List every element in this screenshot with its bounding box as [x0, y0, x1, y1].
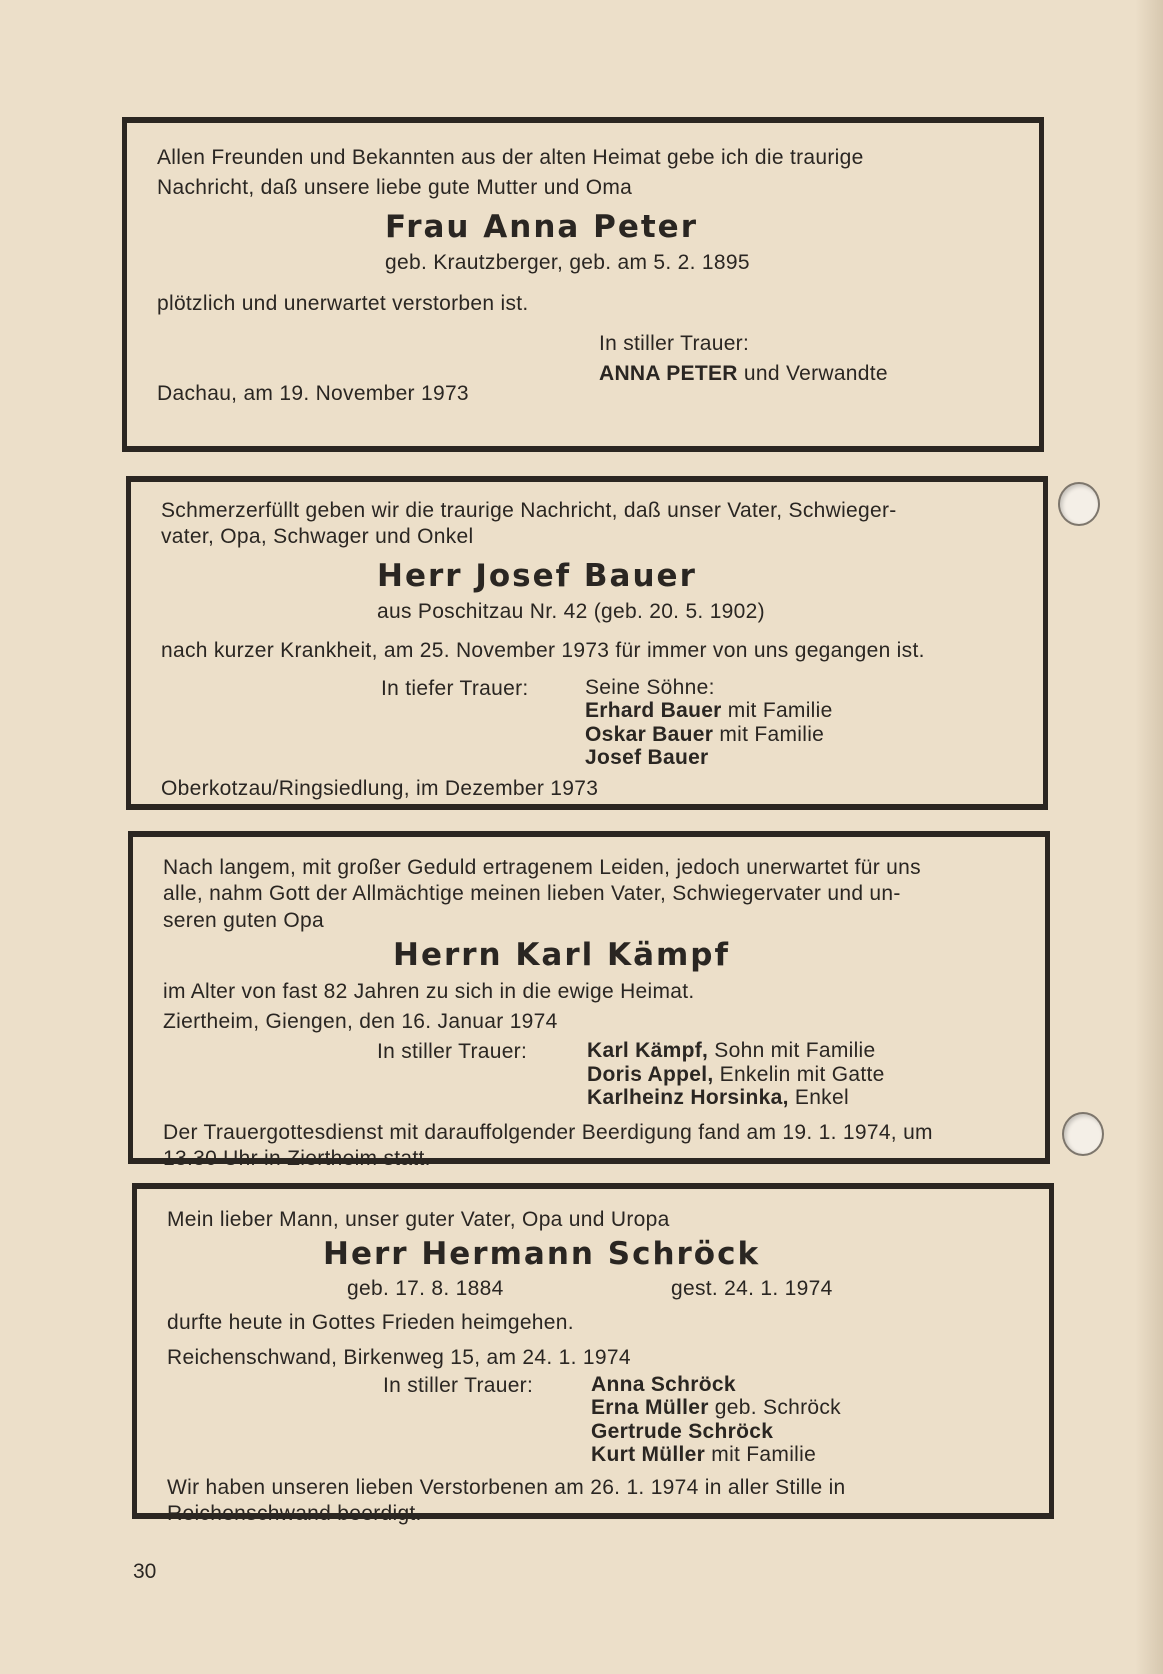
notice-intro-line: alle, nahm Gott der Allmächtige meinen lieben Vater, Schwiegervater und un-	[163, 882, 901, 906]
birth-date: geb. 17. 8. 1884	[347, 1277, 504, 1300]
mourners-header: Seine Söhne:	[585, 675, 715, 699]
mourner-entry: Doris Appel, Enkelin mit Gatte	[587, 1062, 885, 1086]
notice-intro-line: Schmerzerfüllt geben wir die traurige Nachricht, daß unser Vater, Schwieger-	[161, 499, 897, 522]
deceased-name: Herr Hermann Schröck	[323, 1236, 761, 1273]
notice-outro-line: plötzlich und unerwartet verstorben ist.	[157, 291, 529, 315]
obituary-notice-karl-kaempf	[128, 831, 1050, 1170]
deceased-name: Herr Josef Bauer	[377, 557, 697, 594]
mourner-entry: Karl Kämpf, Sohn mit Familie	[587, 1039, 876, 1062]
notice-outro-line: nach kurzer Krankheit, am 25. November 1973 für immer von uns gegangen ist.	[161, 638, 925, 662]
mourner-entry: Erhard Bauer mit Familie	[585, 699, 833, 723]
mourners-block	[167, 1373, 1019, 1467]
notice-outro-line: im Alter von fast 82 Jahren zu sich in die ewige Heimat.	[163, 979, 695, 1003]
deceased-name: Herrn Karl Kämpf	[393, 936, 730, 973]
obituary-notice-hermann-schroeck	[132, 1183, 1054, 1526]
notice-intro-line: Allen Freunden und Bekannten aus der alten Heimat gebe ich die traurige	[157, 146, 864, 169]
place-date: Oberkotzau/Ringsiedlung, im Dezember 1973	[161, 776, 599, 800]
mourner-entry: Oskar Bauer mit Familie	[585, 722, 825, 746]
punch-hole	[1058, 482, 1100, 526]
place-date: Dachau, am 19. November 1973	[157, 382, 469, 405]
mourners-block	[599, 331, 929, 388]
mourner-entry: Karlheinz Horsinka, Enkel	[587, 1086, 849, 1110]
mourner-entry: Erna Müller geb. Schröck	[591, 1396, 841, 1420]
page-number: 30	[133, 1560, 157, 1583]
place-date: Reichenschwand, Birkenweg 15, am 24. 1. 1974	[167, 1345, 631, 1369]
mourners-block	[161, 676, 1013, 770]
mourning-label: In stiller Trauer:	[599, 331, 750, 355]
deceased-details: aus Poschitzau Nr. 42 (geb. 20. 5. 1902)	[377, 600, 765, 624]
notice-intro-line: seren guten Opa	[163, 908, 324, 932]
notice-intro-line: Nach langem, mit großer Geduld ertragenem Leiden, jedoch unerwartet für uns	[163, 856, 921, 879]
mourner-entry: Gertrude Schröck	[591, 1419, 774, 1443]
notice-intro-line: vater, Opa, Schwager und Onkel	[161, 525, 474, 549]
death-date: gest. 24. 1. 1974	[671, 1277, 833, 1300]
mourning-label: In tiefer Trauer:	[381, 676, 529, 700]
notice-outro-line: durfte heute in Gottes Frieden heimgehen.	[167, 1311, 574, 1335]
punch-hole	[1062, 1112, 1104, 1156]
notice-footer-line: Reichenschwand beerdigt.	[167, 1502, 422, 1526]
obituary-notice-josef-bauer	[126, 476, 1048, 810]
mourner-entry: Josef Bauer	[585, 746, 709, 770]
place-date: Ziertheim, Giengen, den 16. Januar 1974	[163, 1009, 558, 1033]
deceased-name: Frau Anna Peter	[385, 208, 698, 245]
obituary-notice-anna-peter	[122, 117, 1044, 452]
mourner-entry: Kurt Müller mit Familie	[591, 1443, 817, 1467]
notice-footer-line: 13.30 Uhr in Ziertheim statt.	[163, 1146, 431, 1170]
mourning-label: In stiller Trauer:	[383, 1373, 534, 1397]
mourner-entry: Anna Schröck	[591, 1372, 736, 1396]
mourner-name: ANNA PETER	[599, 362, 738, 385]
mourner-relation: und Verwandte	[737, 362, 888, 385]
deceased-details: geb. Krautzberger, geb. am 5. 2. 1895	[385, 251, 750, 275]
notice-intro-line: Mein lieber Mann, unser guter Vater, Opa und Uropa	[167, 1208, 670, 1231]
mourners-block	[163, 1039, 1015, 1110]
notice-intro-line: Nachricht, daß unsere liebe gute Mutter und Oma	[157, 176, 633, 200]
notice-footer-line: Wir haben unseren lieben Verstorbenen am 26. 1. 1974 in aller Stille in	[167, 1475, 846, 1499]
notice-footer-line: Der Trauergottesdienst mit darauffolgender Beerdigung fand am 19. 1. 1974, um	[163, 1120, 933, 1144]
mourning-label: In stiller Trauer:	[377, 1040, 528, 1063]
